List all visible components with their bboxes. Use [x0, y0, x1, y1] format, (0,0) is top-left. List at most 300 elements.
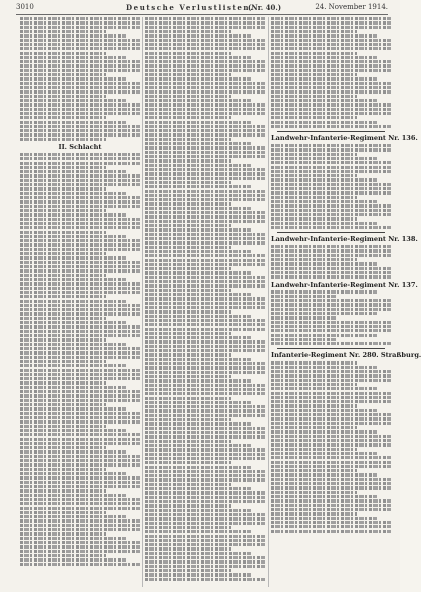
- casualty-entry-line: [20, 403, 106, 406]
- casualty-entry-line: [145, 483, 231, 486]
- casualty-entry-line: [20, 369, 140, 372]
- casualty-entry-line: [20, 347, 140, 350]
- casualty-entry-line: [271, 56, 377, 59]
- casualty-entry-line: [271, 121, 377, 124]
- casualty-entry-line: [20, 34, 126, 37]
- casualty-entry-line: [271, 200, 377, 203]
- casualty-entry-line: [145, 418, 231, 421]
- casualty-entry-line: [271, 404, 357, 407]
- casualty-entry-line: [145, 375, 231, 378]
- casualty-entry-line: [20, 162, 140, 165]
- casualty-entry-line: [20, 312, 140, 315]
- casualty-entry-line: [145, 116, 231, 119]
- casualty-entry-line: [20, 261, 140, 264]
- casualty-entry-line: [145, 194, 265, 197]
- casualty-entry-line: [20, 498, 140, 501]
- casualty-entry-line: [20, 407, 126, 410]
- casualty-entry-line: [145, 535, 265, 538]
- casualty-entry-line: [271, 125, 391, 128]
- casualty-entry-line: [20, 515, 126, 518]
- casualty-entry-line: [145, 509, 251, 512]
- casualty-entry-line: [20, 550, 140, 553]
- casualty-entry-line: [271, 82, 391, 85]
- casualty-entry-line: [20, 524, 140, 527]
- section-heading: Landwehr-Infanterie-Regiment Nr. 136.: [271, 134, 418, 143]
- casualty-entry-line: [20, 157, 140, 160]
- casualty-entry-line: [145, 474, 265, 477]
- casualty-entry-line: [271, 26, 391, 29]
- casualty-entry-line: [20, 205, 140, 208]
- section-heading: Landwehr-Infanterie-Regiment Nr. 137.: [271, 280, 418, 289]
- casualty-entry-line: [271, 521, 391, 524]
- casualty-entry-line: [20, 463, 140, 466]
- casualty-entry-line: [20, 481, 140, 484]
- section-rule: [277, 232, 385, 233]
- casualty-entry-line: [145, 513, 265, 516]
- casualty-entry-line: [145, 328, 265, 331]
- casualty-entry-line: [145, 427, 265, 430]
- casualty-entry-line: [20, 558, 126, 561]
- casualty-entry-line: [145, 435, 265, 438]
- casualty-entry-line: [271, 321, 391, 324]
- casualty-entry-line: [145, 530, 251, 533]
- casualty-entry-line: [145, 177, 265, 180]
- text-column-3: [271, 17, 421, 589]
- casualty-entry-line: [271, 303, 391, 306]
- casualty-entry-line: [20, 468, 106, 471]
- casualty-entry-line: [145, 422, 251, 425]
- casualty-entry-line: [145, 366, 265, 369]
- casualty-entry-line: [20, 528, 140, 531]
- casualty-entry-line: [271, 312, 377, 315]
- casualty-entry-line: [145, 491, 265, 494]
- casualty-entry-line: [20, 386, 126, 389]
- casualty-entry-line: [145, 164, 251, 167]
- casualty-entry-line: [20, 222, 140, 225]
- section-heading: Landwehr-Infanterie-Regiment Nr. 138.: [271, 235, 418, 244]
- casualty-entry-line: [271, 443, 391, 446]
- casualty-entry-line: [20, 69, 140, 72]
- casualty-entry-line: [20, 47, 140, 50]
- casualty-entry-line: [271, 258, 357, 261]
- casualty-entry-line: [271, 157, 377, 160]
- casualty-entry-line: [145, 112, 265, 115]
- casualty-entry-line: [20, 52, 106, 55]
- casualty-entry-line: [145, 487, 251, 490]
- casualty-entry-line: [145, 358, 251, 361]
- casualty-entry-line: [20, 537, 126, 540]
- casualty-entry-line: [20, 364, 126, 367]
- casualty-entry-line: [271, 267, 391, 270]
- casualty-entry-line: [20, 56, 126, 59]
- casualty-entry-line: [20, 334, 140, 337]
- casualty-entry-line: [271, 108, 391, 111]
- casualty-entry-line: [271, 275, 391, 278]
- casualty-entry-line: [271, 430, 377, 433]
- casualty-entry-line: [271, 374, 391, 377]
- casualty-entry-line: [20, 485, 140, 488]
- casualty-entry-line: [20, 412, 140, 415]
- casualty-entry-line: [271, 187, 391, 190]
- casualty-entry-line: [20, 265, 140, 268]
- casualty-entry-line: [145, 246, 231, 249]
- casualty-entry-line: [271, 334, 377, 337]
- casualty-entry-line: [145, 405, 265, 408]
- casualty-entry-line: [20, 166, 106, 169]
- casualty-entry-line: [271, 103, 391, 106]
- casualty-entry-line: [271, 34, 377, 37]
- casualty-entry-line: [20, 174, 140, 177]
- casualty-entry-line: [145, 159, 231, 162]
- casualty-entry-line: [145, 220, 265, 223]
- casualty-entry-line: [271, 95, 357, 98]
- casualty-entry-line: [20, 308, 140, 311]
- casualty-entry-line: [145, 82, 265, 85]
- casualty-entry-line: [145, 302, 265, 305]
- casualty-entry-line: [20, 183, 140, 186]
- casualty-entry-line: [20, 231, 106, 234]
- casualty-entry-line: [20, 287, 140, 290]
- casualty-entry-line: [20, 256, 126, 259]
- casualty-entry-line: [271, 153, 357, 156]
- casualty-entry-line: [145, 384, 265, 387]
- casualty-entry-line: [145, 539, 265, 542]
- casualty-entry-line: [145, 172, 265, 175]
- casualty-entry-line: [20, 317, 106, 320]
- casualty-entry-line: [20, 30, 106, 33]
- casualty-entry-line: [145, 233, 265, 236]
- casualty-entry-line: [145, 496, 265, 499]
- casualty-entry-line: [271, 448, 357, 451]
- casualty-entry-line: [145, 440, 231, 443]
- casualty-entry-line: [271, 409, 377, 412]
- text-column-2: [145, 17, 265, 589]
- casualty-entry-line: [271, 512, 357, 515]
- casualty-entry-line: [271, 499, 391, 502]
- casualty-entry-line: [271, 426, 357, 429]
- casualty-entry-line: [20, 394, 140, 397]
- casualty-entry-line: [20, 170, 126, 173]
- casualty-entry-line: [20, 330, 140, 333]
- casualty-entry-line: [145, 146, 265, 149]
- casualty-entry-line: [271, 308, 391, 311]
- casualty-entry-line: [145, 569, 231, 572]
- casualty-entry-line: [145, 86, 265, 89]
- casualty-entry-line: [20, 226, 140, 229]
- casualty-entry-line: [145, 461, 231, 464]
- casualty-entry-line: [145, 60, 265, 63]
- casualty-entry-line: [145, 448, 265, 451]
- casualty-entry-line: [145, 17, 265, 20]
- casualty-entry-line: [271, 148, 391, 151]
- casualty-entry-line: [271, 245, 391, 248]
- casualty-entry-line: [20, 507, 140, 510]
- casualty-entry-line: [145, 250, 251, 253]
- casualty-entry-line: [20, 77, 126, 80]
- casualty-entry-line: [271, 329, 391, 332]
- casualty-entry-line: [271, 295, 337, 298]
- casualty-entry-line: [271, 396, 391, 399]
- casualty-entry-line: [145, 108, 265, 111]
- casualty-entry-line: [271, 383, 357, 386]
- casualty-entry-line: [145, 198, 265, 201]
- casualty-entry-line: [145, 142, 251, 145]
- casualty-entry-line: [145, 332, 231, 335]
- casualty-entry-line: [20, 99, 126, 102]
- casualty-entry-line: [145, 39, 265, 42]
- casualty-entry-line: [145, 578, 265, 581]
- casualty-entry-line: [145, 259, 265, 262]
- casualty-entry-line: [145, 466, 251, 469]
- casualty-entry-line: [20, 187, 106, 190]
- casualty-entry-line: [271, 99, 377, 102]
- casualty-entry-line: [145, 121, 251, 124]
- casualty-entry-line: [20, 43, 140, 46]
- casualty-entry-line: [271, 338, 337, 341]
- casualty-entry-line: [145, 47, 265, 50]
- casualty-entry-line: [20, 239, 140, 242]
- casualty-entry-line: [20, 108, 140, 111]
- casualty-entry-line: [20, 295, 106, 298]
- casualty-entry-line: [271, 249, 391, 252]
- casualty-entry-line: [145, 323, 265, 326]
- casualty-entry-line: [271, 116, 357, 119]
- casualty-entry-line: [20, 425, 106, 428]
- casualty-entry-line: [271, 47, 391, 50]
- casualty-entry-line: [145, 34, 251, 37]
- casualty-entry-line: [145, 552, 251, 555]
- casualty-entry-line: [271, 271, 391, 274]
- casualty-entry-line: [145, 556, 265, 559]
- casualty-entry-line: [145, 133, 265, 136]
- casualty-entry-line: [145, 431, 265, 434]
- casualty-entry-line: [20, 112, 140, 115]
- casualty-entry-line: [271, 161, 391, 164]
- casualty-entry-line: [145, 315, 251, 318]
- casualty-entry-line: [271, 361, 357, 364]
- casualty-entry-line: [20, 209, 106, 212]
- casualty-entry-line: [145, 224, 231, 227]
- casualty-entry-line: [145, 306, 265, 309]
- casualty-entry-line: [271, 52, 357, 55]
- casualty-entry-line: [145, 77, 251, 80]
- section-rule: [277, 348, 385, 349]
- casualty-entry-line: [271, 517, 377, 520]
- casualty-entry-line: [20, 95, 106, 98]
- casualty-entry-line: [20, 494, 126, 497]
- casualty-entry-line: [20, 399, 140, 402]
- casualty-entry-line: [20, 416, 140, 419]
- casualty-entry-line: [20, 218, 140, 221]
- casualty-entry-line: [271, 452, 377, 455]
- casualty-entry-line: [271, 439, 391, 442]
- casualty-entry-line: [145, 21, 265, 24]
- casualty-entry-line: [145, 211, 265, 214]
- casualty-entry-line: [271, 86, 391, 89]
- section-heading: II. Schlacht: [58, 143, 102, 151]
- casualty-entry-line: [271, 73, 357, 76]
- casualty-entry-line: [20, 563, 140, 566]
- publication-title: Deutsche Verlustlisten.: [126, 3, 255, 12]
- casualty-entry-line: [271, 178, 377, 181]
- casualty-entry-line: [20, 377, 140, 380]
- casualty-entry-line: [145, 379, 251, 382]
- casualty-entry-line: [271, 174, 357, 177]
- casualty-entry-line: [20, 420, 140, 423]
- casualty-entry-line: [271, 370, 391, 373]
- casualty-entry-line: [145, 241, 265, 244]
- casualty-entry-line: [145, 349, 265, 352]
- casualty-entry-line: [271, 400, 391, 403]
- casualty-entry-line: [145, 254, 265, 257]
- casualty-entry-line: [271, 461, 391, 464]
- casualty-entry-line: [145, 362, 265, 365]
- casualty-entry-line: [145, 95, 231, 98]
- casualty-entry-line: [145, 414, 265, 417]
- casualty-entry-line: [271, 482, 391, 485]
- casualty-entry-line: [20, 446, 106, 449]
- casualty-entry-line: [20, 442, 140, 445]
- casualty-entry-line: [145, 271, 251, 274]
- casualty-entry-line: [20, 200, 140, 203]
- casualty-entry-line: [271, 379, 391, 382]
- casualty-entry-line: [20, 373, 140, 376]
- casualty-entry-line: [145, 560, 265, 563]
- casualty-entry-line: [271, 196, 357, 199]
- casualty-entry-line: [145, 547, 231, 550]
- casualty-entry-line: [145, 565, 265, 568]
- casualty-entry-line: [20, 82, 140, 85]
- casualty-entry-line: [145, 310, 231, 313]
- casualty-entry-line: [145, 30, 231, 33]
- casualty-entry-line: [20, 300, 126, 303]
- casualty-entry-line: [20, 179, 140, 182]
- casualty-entry-line: [20, 554, 106, 557]
- casualty-entry-line: [20, 125, 140, 128]
- casualty-entry-line: [20, 64, 140, 67]
- casualty-entry-line: [20, 511, 106, 514]
- casualty-entry-line: [271, 213, 391, 216]
- casualty-entry-line: [20, 26, 140, 29]
- casualty-entry-line: [271, 366, 377, 369]
- casualty-entry-line: [20, 252, 106, 255]
- page-number: 3010: [16, 3, 34, 11]
- casualty-entry-line: [20, 360, 106, 363]
- casualty-entry-line: [271, 209, 391, 212]
- casualty-entry-line: [20, 545, 140, 548]
- casualty-entry-line: [271, 204, 391, 207]
- casualty-entry-line: [271, 316, 337, 319]
- casualty-entry-line: [145, 168, 265, 171]
- casualty-entry-line: [271, 166, 391, 169]
- casualty-entry-line: [145, 401, 251, 404]
- casualty-entry-line: [145, 64, 265, 67]
- casualty-entry-line: [271, 465, 391, 468]
- casualty-entry-line: [145, 190, 265, 193]
- casualty-entry-line: [271, 217, 357, 220]
- casualty-entry-line: [271, 491, 357, 494]
- casualty-entry-line: [20, 17, 140, 20]
- casualty-entry-line: [20, 282, 140, 285]
- casualty-entry-line: [20, 433, 140, 436]
- casualty-entry-line: [20, 235, 126, 238]
- casualty-entry-line: [20, 519, 140, 522]
- casualty-entry-line: [271, 508, 391, 511]
- casualty-entry-line: [145, 155, 265, 158]
- casualty-entry-line: [145, 340, 265, 343]
- casualty-entry-line: [145, 478, 265, 481]
- casualty-entry-line: [145, 185, 251, 188]
- casualty-entry-line: [271, 170, 391, 173]
- casualty-entry-line: [271, 299, 391, 302]
- issue-number: (Nr. 40.): [248, 3, 282, 12]
- casualty-entry-line: [145, 543, 265, 546]
- casualty-entry-line: [271, 254, 391, 257]
- casualty-entry-line: [271, 469, 357, 472]
- casualty-entry-line: [145, 103, 265, 106]
- casualty-entry-line: [145, 293, 251, 296]
- column-divider: [268, 17, 269, 587]
- text-column-1: [20, 17, 140, 589]
- casualty-entry-line: [145, 345, 265, 348]
- casualty-entry-line: [271, 290, 377, 293]
- casualty-entry-line: [145, 151, 265, 154]
- casualty-entry-line: [145, 207, 251, 210]
- casualty-entry-line: [145, 409, 265, 412]
- casualty-entry-line: [271, 387, 377, 390]
- casualty-entry-line: [145, 444, 251, 447]
- casualty-entry-line: [145, 289, 231, 292]
- casualty-entry-line: [20, 489, 106, 492]
- casualty-entry-line: [145, 52, 231, 55]
- casualty-entry-line: [145, 297, 265, 300]
- casualty-entry-line: [20, 321, 126, 324]
- casualty-entry-line: [271, 435, 391, 438]
- casualty-entry-line: [20, 429, 126, 432]
- casualty-entry-line: [271, 422, 391, 425]
- casualty-entry-line: [271, 342, 391, 345]
- casualty-entry-line: [145, 517, 265, 520]
- casualty-entry-line: [145, 99, 251, 102]
- casualty-entry-line: [145, 453, 265, 456]
- casualty-entry-line: [20, 269, 140, 272]
- casualty-entry-line: [145, 69, 265, 72]
- casualty-entry-line: [271, 43, 391, 46]
- casualty-entry-line: [145, 319, 265, 322]
- section-heading: Infanterie-Regiment Nr. 280. Straßburg.: [271, 351, 421, 360]
- casualty-entry-line: [145, 73, 231, 76]
- casualty-entry-line: [20, 541, 140, 544]
- casualty-entry-line: [145, 267, 231, 270]
- casualty-entry-line: [271, 413, 391, 416]
- casualty-entry-line: [145, 26, 265, 29]
- casualty-entry-line: [271, 77, 377, 80]
- casualty-entry-line: [20, 213, 126, 216]
- header-rule: [16, 14, 388, 15]
- casualty-entry-line: [20, 459, 140, 462]
- casualty-entry-line: [20, 343, 126, 346]
- casualty-entry-line: [145, 280, 265, 283]
- casualty-entry-line: [271, 530, 391, 533]
- casualty-entry-line: [20, 356, 140, 359]
- casualty-entry-line: [271, 69, 391, 72]
- casualty-entry-line: [20, 291, 140, 294]
- casualty-entry-line: [145, 90, 265, 93]
- casualty-entry-line: [271, 60, 391, 63]
- casualty-entry-line: [145, 237, 265, 240]
- casualty-entry-line: [271, 495, 377, 498]
- casualty-entry-line: [271, 456, 391, 459]
